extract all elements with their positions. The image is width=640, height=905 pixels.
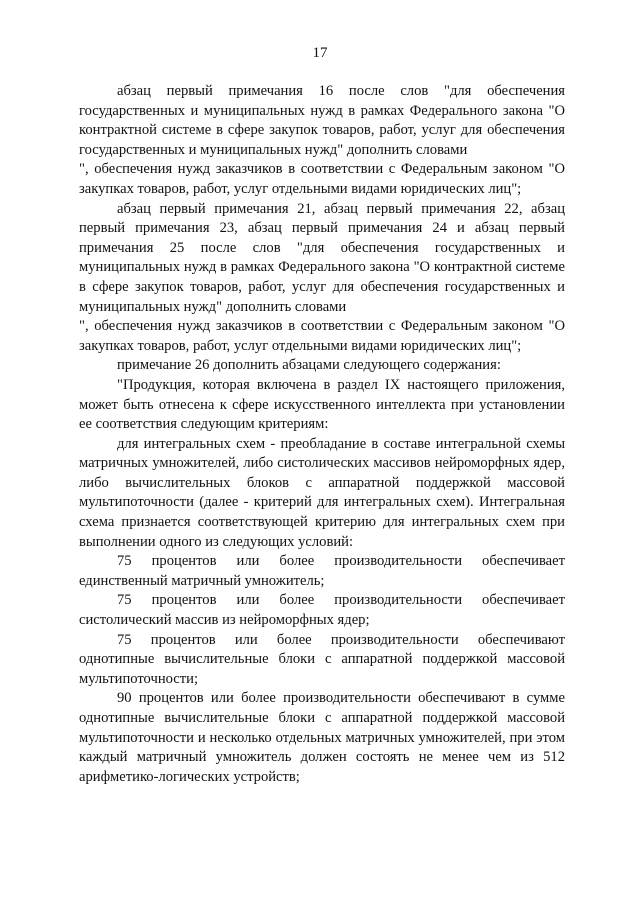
document-body <box>79 82 565 787</box>
paragraph: 75 процентов или более производительности обеспечивает систолический массив из нейроморфных ядер; <box>79 592 565 629</box>
paragraph: для интегральных схем - преобладание в составе интегральной схемы матричных умножителей, либо систолических массивов нейроморфных ядер, либо вычислительных блоков с аппаратной поддержкой массовой мультипоточности (далее - критерий для интегральных схем). Интегральная схема признается соответствующей критерию для интегральных схем при выполнении одного из следующих условий: <box>79 435 565 550</box>
paragraph: 75 процентов или более производительности обеспечивает единственный матричный умножитель; <box>79 553 565 589</box>
page-number: 17 <box>312 45 328 61</box>
paragraph: "Продукция, которая включена в раздел IX настоящего приложения, может быть отнесена к сфере искусственного интеллекта при установлении ее соответствия следующим критериям: <box>79 376 565 433</box>
paragraph: абзац первый примечания 16 после слов "для обеспечения государственных и муниципальных нужд в рамках Федерального закона "О контрактной системе в сфере закупок товаров, работ, услуг для обеспечения государственных и муниципальных нужд" дополнить словами ", обеспечения нужд заказчиков в соответствии с Федеральным законом "О закупках товаров, работ, услуг отдельными видами юридических лиц"; <box>79 83 565 197</box>
paragraph: примечание 26 дополнить абзацами следующего содержания: <box>117 357 501 374</box>
paragraph: 90 процентов или более производительности обеспечивают в сумме однотипные вычислительные блоки с аппаратной поддержкой массовой мультипоточности и несколько отдельных матричных умножителей, при этом каждый матричный умножитель должен состоять не менее чем из 512 арифметико-логических устройств; <box>79 690 565 785</box>
paragraph: абзац первый примечания 21, абзац первый примечания 22, абзац первый примечания 23, абзац первый примечания 24 и абзац первый примечания 25 после слов "для обеспечения государственных и муниципальных нужд в рамках Федерального закона "О контрактной системе в сфере закупок товаров, работ, услуг для обеспечения государственных и муниципальных нужд" дополнить словами ", обеспечения нужд заказчиков в соответствии с Федеральным законом "О закупках товаров, работ, услуг отдельными видами юридических лиц"; <box>79 200 565 354</box>
paragraph: 75 процентов или более производительности обеспечивают однотипные вычислительные блоки с аппаратной поддержкой массовой мультипоточности; <box>79 631 565 687</box>
